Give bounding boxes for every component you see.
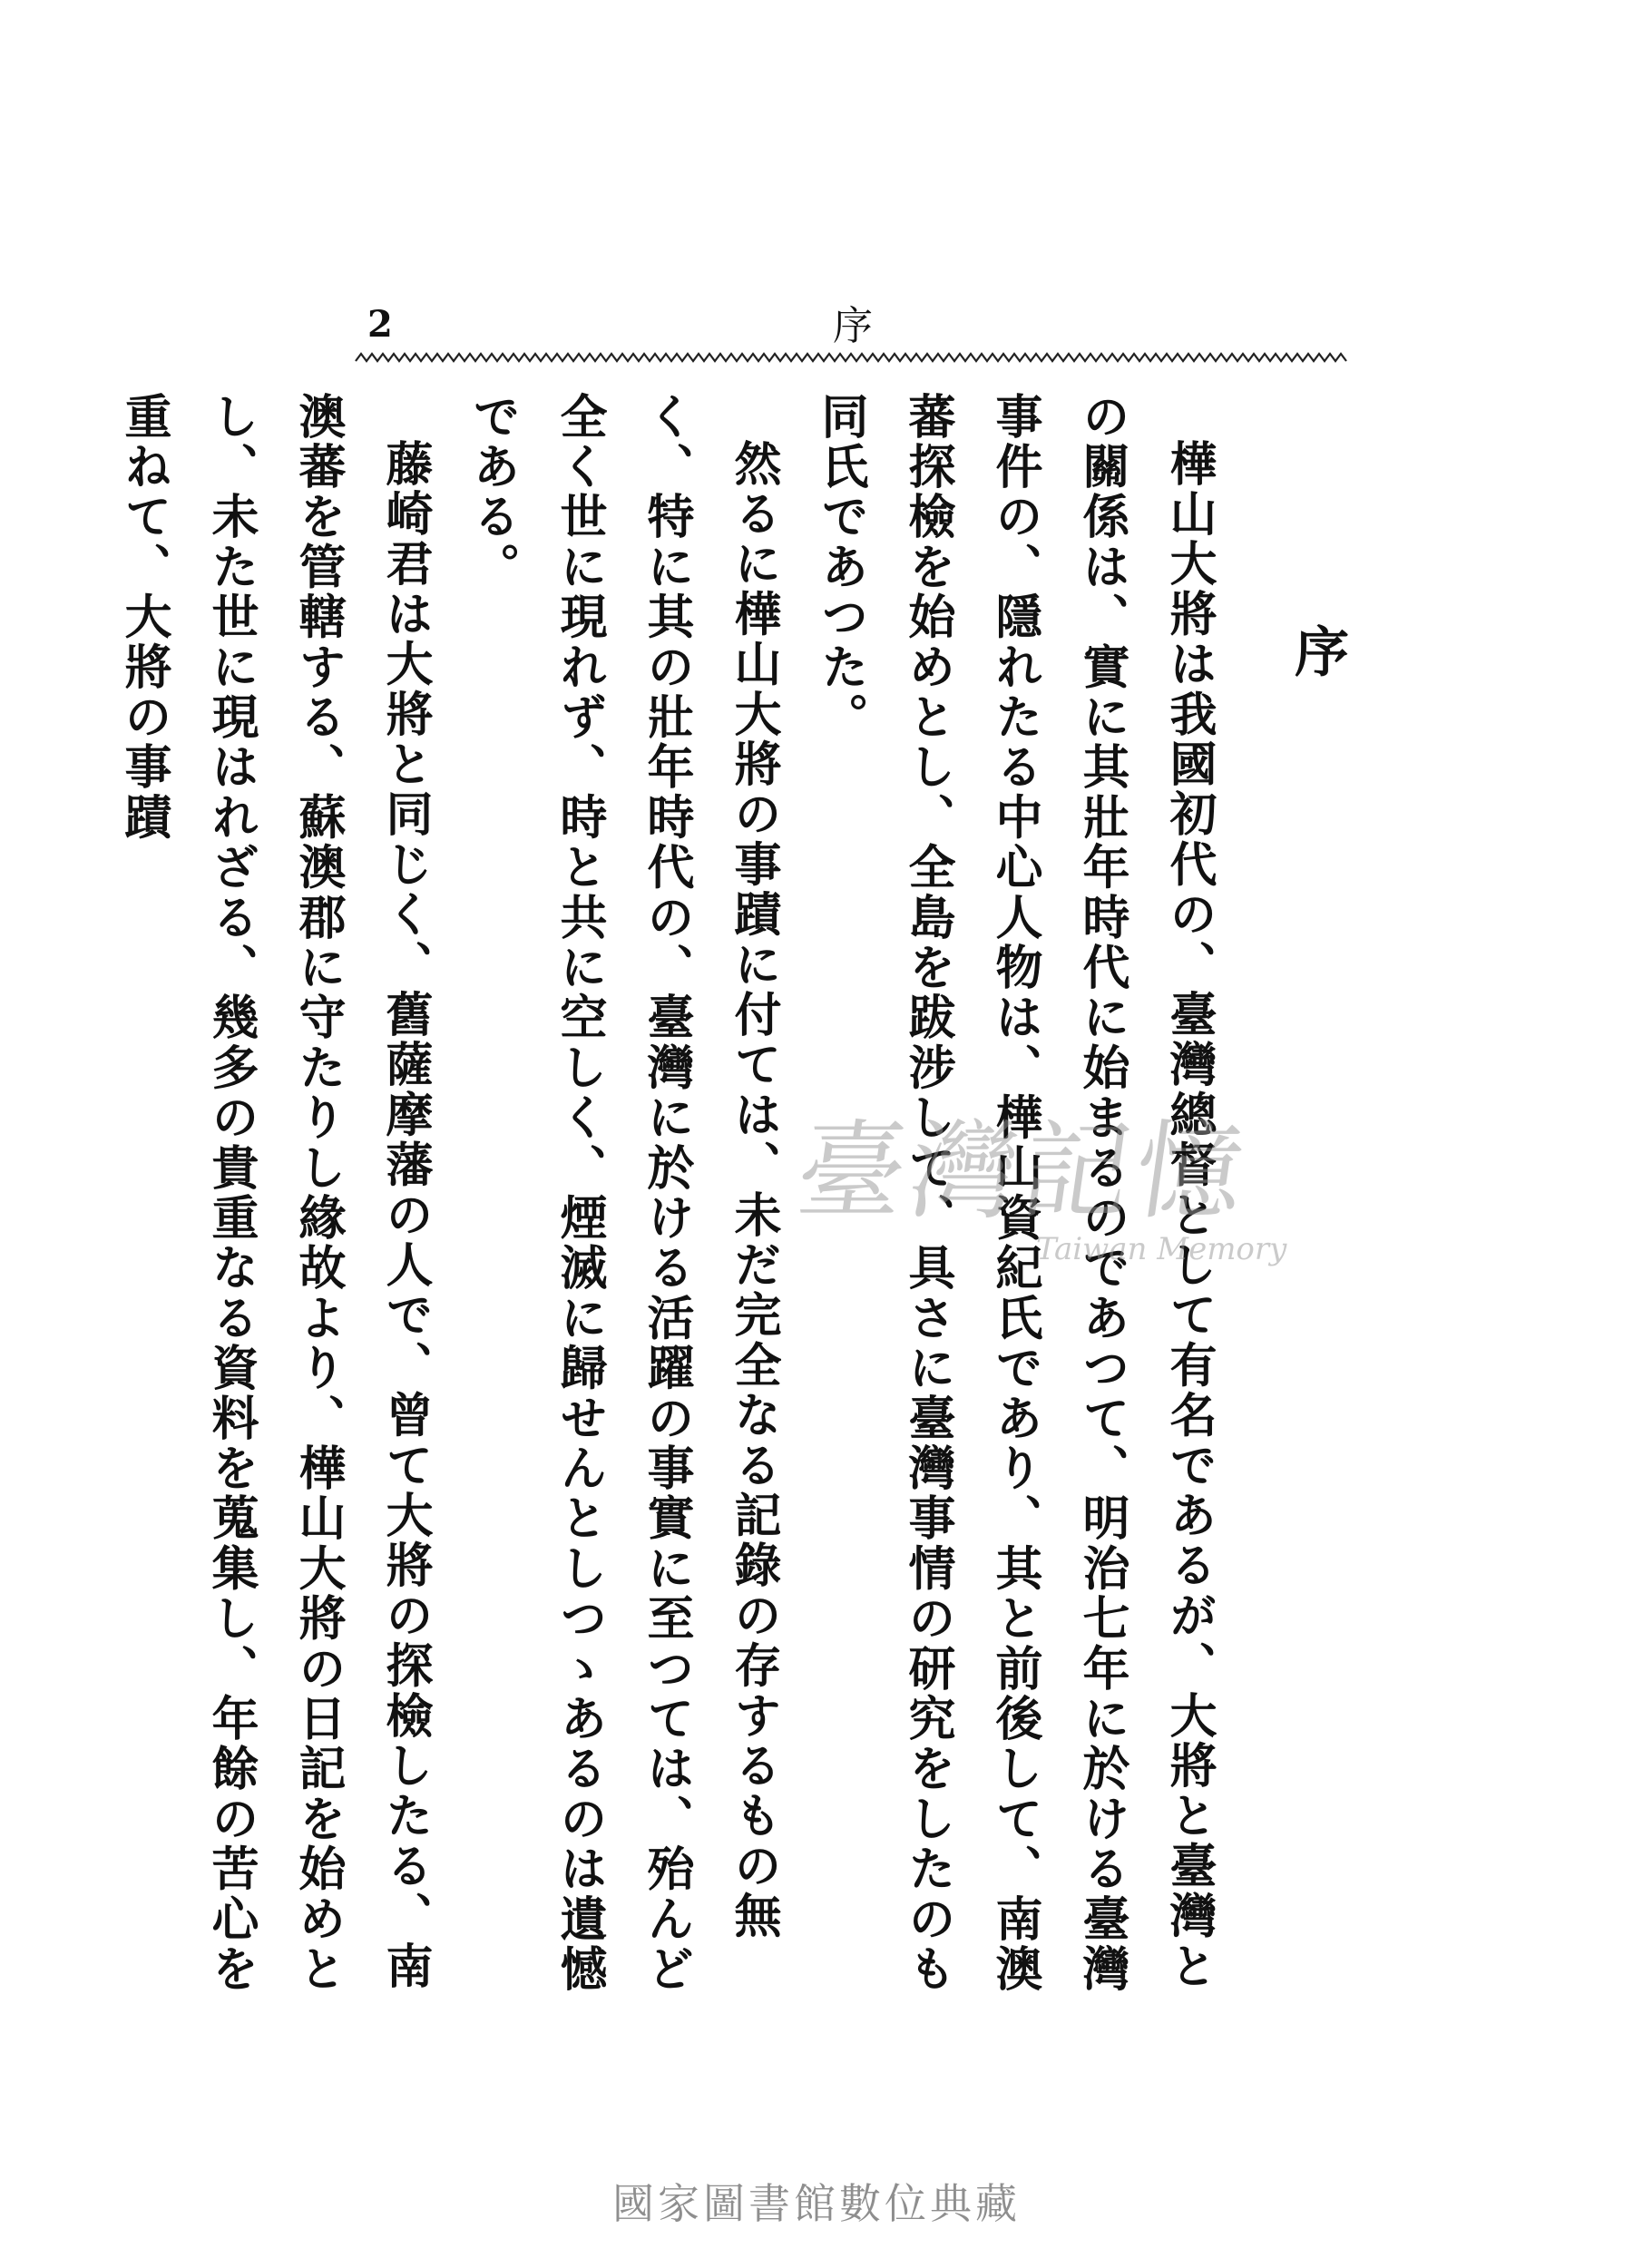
- page-number: 2: [367, 303, 393, 346]
- preface-heading: 序: [1286, 623, 1349, 681]
- header-wavy-rule: [356, 347, 1346, 367]
- paragraph-3: 藤崎君は大將と同じく、舊薩摩藩の人で、曾て大將の探檢したる、南澳蕃を管轄する、蘇澳郡に守たりし緣故より、樺山大將の日記を始めとし、未た世に現はれざる、幾多の貴重なる資料を蒐集し、年餘の苦心を重ねて、大將の事蹟: [116, 392, 433, 1995]
- paragraph-2: 然るに樺山大將の事蹟に付ては、未だ完全なる記錄の存するもの無く、特に其の壯年時代の、臺灣に於ける活躍の事實に至つては、殆んど全く世に現れず、時と共に空しく、煙滅に歸せんとしつゝあるのは遺憾である。: [464, 392, 781, 1995]
- running-title: 序: [833, 303, 873, 349]
- watermark-subtitle: Taiwan Memory: [1036, 1231, 1287, 1267]
- library-footer: 國家圖書館數位典藏: [612, 2179, 1021, 2228]
- vertical-text-body: [116, 392, 1361, 2016]
- paragraph-1: 樺山大將は我國初代の、臺灣總督として有名であるが、大將と臺灣との關係は、實に其壯年時代に始まるのであつて、明治七年に於ける臺灣事件の、隱れたる中心人物は、樺山資紀氏であり、其と前後して、南澳蕃探檢を始めとし、全島を跋涉して、具さに臺灣事情の研究をしたのも同氏であつた。: [813, 392, 1217, 1995]
- watermark-logo-text: 臺灣記憶: [789, 1109, 1257, 1234]
